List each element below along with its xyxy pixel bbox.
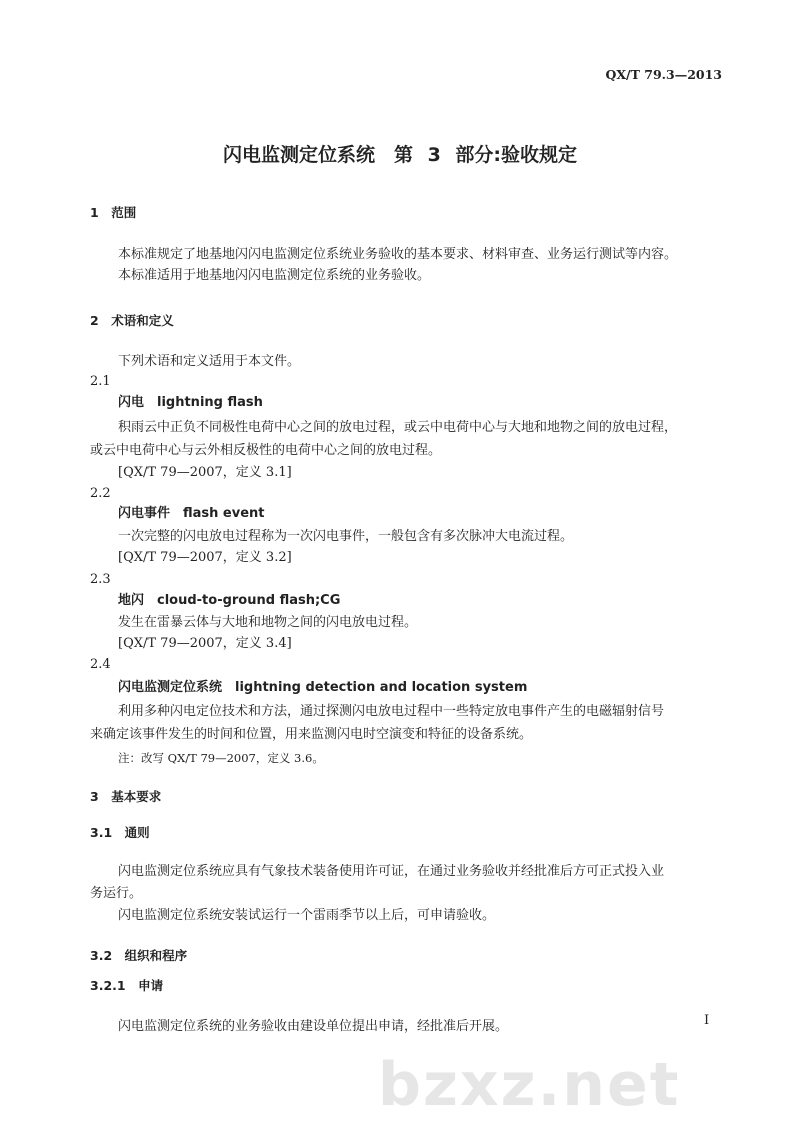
- term-definition: 或云中电荷中心与云外相反极性的电荷中心之间的放电过程。: [90, 443, 442, 458]
- term-definition: 积雨云中正负不同极性电荷中心之间的放电过程，或云中电荷中心与大地和地物之间的放电过程，: [118, 420, 678, 435]
- term-number: 2.1: [90, 374, 111, 389]
- page-title: 闪电监测定位系统 第 3 部分:验收规定: [222, 144, 578, 166]
- section-1-heading: 1 范围: [90, 205, 137, 220]
- term-source: [QX/T 79—2007，定义 3.1]: [118, 465, 292, 480]
- section-3-2-1-heading: 3.2.1 申请: [90, 978, 164, 993]
- term-definition: 来确定该事件发生的时间和位置，用来监测闪电时空演变和特征的设备系统。: [90, 727, 533, 742]
- paragraph: 本标准规定了地基地闪闪电监测定位系统业务验收的基本要求、材料审查、业务运行测试等内容。: [118, 247, 678, 262]
- term-definition: 利用多种闪电定位技术和方法，通过探测闪电放电过程中一些特定放电事件产生的电磁辐射信号: [118, 704, 665, 719]
- term-title: 地闪 cloud-to-ground flash;CG: [118, 593, 341, 608]
- watermark: bzxz.net: [378, 1050, 681, 1120]
- paragraph: 闪电监测定位系统安装试运行一个雷雨季节以上后，可申请验收。: [118, 908, 496, 923]
- term-number: 2.2: [90, 486, 111, 501]
- term-number: 2.4: [90, 657, 111, 672]
- section-2-heading: 2 术语和定义: [90, 313, 174, 328]
- paragraph: 闪电监测定位系统的业务验收由建设单位提出申请，经批准后开展。: [118, 1019, 509, 1034]
- term-source: [QX/T 79—2007，定义 3.4]: [118, 636, 292, 651]
- section-3-1-heading: 3.1 通则: [90, 825, 150, 840]
- section-3-heading: 3 基本要求: [90, 789, 162, 804]
- term-source: [QX/T 79—2007，定义 3.2]: [118, 550, 292, 565]
- term-definition: 一次完整的闪电放电过程称为一次闪电事件，一般包含有多次脉冲大电流过程。: [118, 529, 574, 544]
- term-definition: 发生在雷暴云体与大地和地物之间的闪电放电过程。: [118, 615, 418, 630]
- document-number: QX/T 79.3—2013: [605, 67, 722, 82]
- paragraph: 务运行。: [90, 886, 143, 901]
- page-number: I: [704, 1013, 710, 1028]
- term-note: 注：改写 QX/T 79—2007，定义 3.6。: [118, 751, 324, 765]
- paragraph: 下列术语和定义适用于本文件。: [118, 354, 301, 369]
- term-number: 2.3: [90, 572, 111, 587]
- term-title: 闪电监测定位系统 lightning detection and location system: [118, 680, 528, 695]
- paragraph: 闪电监测定位系统应具有气象技术装备使用许可证，在通过业务验收并经批准后方可正式投入业: [118, 864, 665, 879]
- paragraph: 本标准适用于地基地闪闪电监测定位系统的业务验收。: [118, 268, 431, 283]
- section-3-2-heading: 3.2 组织和程序: [90, 948, 188, 963]
- term-title: 闪电 lightning flash: [118, 395, 263, 410]
- term-title: 闪电事件 flash event: [118, 506, 265, 521]
